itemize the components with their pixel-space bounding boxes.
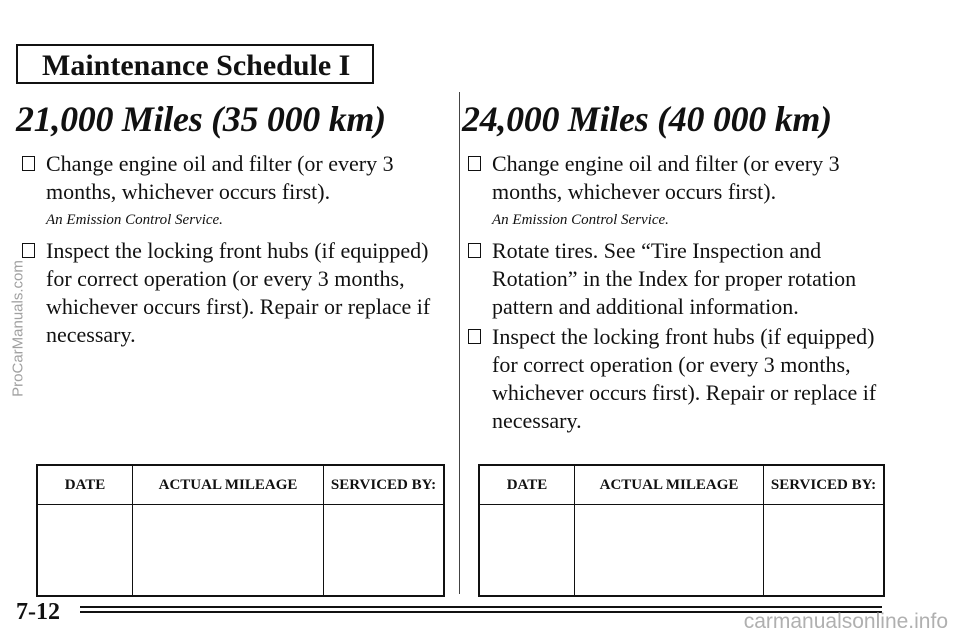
right-column — [462, 98, 902, 437]
page-number: 7-12 — [16, 599, 60, 625]
checkbox-icon — [22, 156, 35, 171]
left-column-title: 21,000 Miles (35 000 km) — [16, 99, 386, 139]
side-watermark: ProCarManuals.com — [9, 260, 27, 397]
actual-mileage-cell[interactable] — [575, 505, 764, 597]
right-checklist-item-3 — [462, 323, 902, 435]
date-cell[interactable] — [479, 505, 575, 597]
right-column-title: 24,000 Miles (40 000 km) — [462, 99, 832, 139]
right-service-log-table — [478, 464, 885, 597]
actual-mileage-header: ACTUAL MILEAGE — [575, 465, 764, 505]
left-item-1-text: Change engine oil and filter (or every 3 months, whichever occurs first). — [46, 151, 394, 204]
serviced-by-header: SERVICED BY: — [764, 465, 885, 505]
left-emission-note: An Emission Control Service. — [46, 212, 223, 228]
left-item-2-text: Inspect the locking front hubs (if equipped) for correct operation (or every 3 months, whichever occurs first). Repair or replace if necessary. — [46, 238, 431, 347]
serviced-by-header: SERVICED BY: — [324, 465, 445, 505]
left-checklist-item-1 — [16, 150, 446, 206]
left-service-log-table — [36, 464, 445, 597]
section-title: Maintenance Schedule I — [42, 49, 351, 82]
right-checklist-item-1 — [462, 150, 902, 206]
left-checklist-item-2 — [16, 237, 446, 349]
serviced-by-cell[interactable] — [324, 505, 445, 597]
date-header: DATE — [479, 465, 575, 505]
section-header-box — [16, 44, 374, 84]
checkbox-icon — [468, 156, 481, 171]
left-column — [16, 98, 446, 351]
right-checklist-item-2 — [462, 237, 902, 321]
date-cell[interactable] — [37, 505, 133, 597]
right-item-2-text: Rotate tires. See “Tire Inspection and Rotation” in the Index for proper rotation pattern and additional information. — [492, 238, 857, 319]
serviced-by-cell[interactable] — [764, 505, 885, 597]
checkbox-icon — [468, 329, 481, 344]
footer-rule-top — [80, 606, 882, 608]
footer-watermark-link[interactable]: carmanualsonline.info — [743, 610, 948, 633]
actual-mileage-header: ACTUAL MILEAGE — [133, 465, 324, 505]
date-header: DATE — [37, 465, 133, 505]
right-item-1-text: Change engine oil and filter (or every 3 months, whichever occurs first). — [492, 151, 840, 204]
actual-mileage-cell[interactable] — [133, 505, 324, 597]
checkbox-icon — [468, 243, 481, 258]
right-emission-note: An Emission Control Service. — [492, 212, 669, 228]
right-item-3-text: Inspect the locking front hubs (if equipped) for correct operation (or every 3 months, whichever occurs first). Repair or replace if necessary. — [492, 324, 877, 433]
column-divider — [459, 92, 460, 594]
